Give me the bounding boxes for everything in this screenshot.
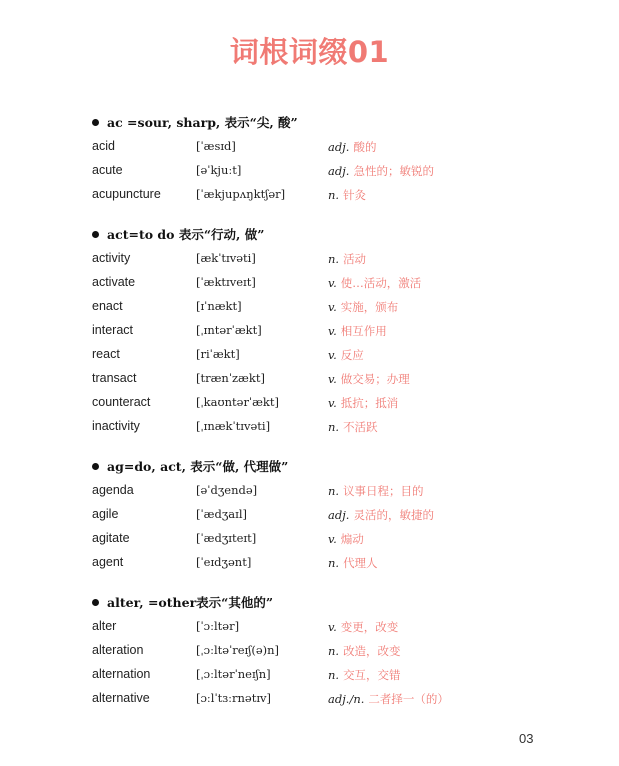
entry-meaning — [328, 619, 398, 635]
entry-meaning — [328, 419, 378, 435]
entry-meaning — [328, 691, 449, 707]
entry-meaning — [328, 323, 387, 339]
entry-word: acid — [92, 139, 115, 153]
section-heading — [92, 225, 264, 243]
entry-word: transact — [92, 371, 137, 385]
entry-pronunciation: [trænˈzækt] — [196, 371, 265, 385]
entry-meaning-text: 相互作用 — [340, 324, 387, 338]
word-entry-row — [0, 619, 619, 643]
word-entry-row — [0, 323, 619, 347]
entry-pronunciation: [ˌɪntərˈækt] — [196, 323, 262, 337]
entry-meaning — [328, 667, 401, 683]
entry-pronunciation: [ˈɔːltər] — [196, 619, 240, 633]
entry-part-of-speech: v. — [328, 396, 337, 410]
bullet-icon — [92, 231, 99, 238]
entry-word: enact — [92, 299, 123, 313]
entry-pronunciation: [ˈækjupʌŋktʃər] — [196, 187, 286, 201]
entry-meaning-text: 煽动 — [340, 532, 364, 546]
entry-part-of-speech: adj. — [328, 164, 350, 178]
word-entry-row — [0, 187, 619, 211]
entry-meaning-text: 使…活动，激活 — [340, 276, 422, 290]
entry-part-of-speech: v. — [328, 620, 337, 634]
entry-part-of-speech: v. — [328, 348, 337, 362]
word-entry-row — [0, 419, 619, 443]
word-entry-row — [0, 395, 619, 419]
section-heading — [92, 457, 288, 475]
section-heading-text: ac =sour, sharp, 表示“尖, 酸” — [107, 115, 298, 130]
entry-part-of-speech: n. — [328, 668, 340, 682]
page-title: 词根词缀01 — [229, 35, 390, 69]
entry-word: counteract — [92, 395, 151, 409]
entry-meaning-text: 做交易；办理 — [340, 372, 410, 386]
word-entry-row — [0, 251, 619, 275]
entry-meaning-text: 代理人 — [343, 556, 378, 570]
entry-pronunciation: [əˈkjuːt] — [196, 163, 242, 177]
word-entry-row — [0, 507, 619, 531]
entry-word: acute — [92, 163, 123, 177]
entry-word: react — [92, 347, 120, 361]
entry-word: agenda — [92, 483, 134, 497]
word-entry-row — [0, 275, 619, 299]
word-entry-row — [0, 299, 619, 323]
entry-pronunciation: [əˈdʒendə] — [196, 483, 258, 497]
entry-meaning — [328, 507, 434, 523]
entry-part-of-speech: v. — [328, 532, 337, 546]
entry-part-of-speech: n. — [328, 252, 340, 266]
entry-meaning — [328, 347, 364, 363]
word-entry-row — [0, 531, 619, 555]
entry-pronunciation: [ækˈtɪvəti] — [196, 251, 256, 265]
entry-meaning — [328, 275, 421, 291]
entry-pronunciation: [riˈækt] — [196, 347, 240, 361]
entry-part-of-speech: v. — [328, 276, 337, 290]
entry-word: alternation — [92, 667, 151, 681]
word-entry-row — [0, 139, 619, 163]
entry-part-of-speech: v. — [328, 372, 337, 386]
page-number: 03 — [519, 731, 534, 746]
word-entry-row — [0, 371, 619, 395]
word-entry-row — [0, 643, 619, 667]
word-entry-row — [0, 555, 619, 579]
entry-meaning — [328, 643, 401, 659]
entry-part-of-speech: adj./n. — [328, 692, 365, 706]
entry-pronunciation: [ˈædʒɪteɪt] — [196, 531, 257, 545]
entry-pronunciation: [ˈædʒaɪl] — [196, 507, 248, 521]
entry-pronunciation: [ˈæktɪveɪt] — [196, 275, 256, 289]
bullet-icon — [92, 599, 99, 606]
entry-pronunciation: [ˈeɪdʒənt] — [196, 555, 252, 569]
entry-meaning — [328, 299, 398, 315]
bullet-icon — [92, 463, 99, 470]
word-entry-row — [0, 347, 619, 371]
entry-meaning — [328, 371, 410, 387]
section-heading-text: ag=do, act, 表示“做, 代理做” — [107, 459, 289, 474]
entry-word: agitate — [92, 531, 130, 545]
entry-meaning-text: 活动 — [343, 252, 367, 266]
section-heading-text: alter, =other表示“其他的” — [107, 595, 274, 610]
entry-pronunciation: [ˌɔːltəˈreɪʃ(ə)n] — [196, 643, 280, 657]
entry-part-of-speech: v. — [328, 324, 337, 338]
entry-meaning-text: 实施，颁布 — [340, 300, 399, 314]
entry-word: alter — [92, 619, 117, 633]
entry-word: alteration — [92, 643, 144, 657]
entry-pronunciation: [ˌɔːltərˈneɪʃn] — [196, 667, 271, 681]
entry-part-of-speech: n. — [328, 420, 340, 434]
entry-meaning-text: 反应 — [340, 348, 364, 362]
section-heading — [92, 593, 273, 611]
word-entry-row — [0, 667, 619, 691]
entry-meaning-text: 交互，交错 — [343, 668, 401, 682]
word-entry-row — [0, 691, 619, 715]
entry-word: agent — [92, 555, 124, 569]
entry-pronunciation: [ˈæsɪd] — [196, 139, 236, 153]
entry-word: inactivity — [92, 419, 140, 433]
entry-meaning — [328, 555, 378, 571]
entry-meaning — [328, 531, 364, 547]
entry-meaning-text: 议事日程；目的 — [343, 484, 424, 498]
entry-word: activate — [92, 275, 136, 289]
entry-pronunciation: [ˌɪnækˈtɪvəti] — [196, 419, 271, 433]
entry-meaning-text: 灵活的，敏捷的 — [353, 508, 434, 522]
entry-meaning-text: 变更，改变 — [340, 620, 399, 634]
entry-meaning — [328, 163, 434, 179]
word-entry-row — [0, 163, 619, 187]
entry-pronunciation: [ɔːlˈtɜːrnətɪv] — [196, 691, 271, 705]
entry-meaning-text: 抵抗；抵消 — [340, 396, 399, 410]
entry-part-of-speech: n. — [328, 188, 340, 202]
entry-meaning — [328, 139, 376, 155]
entry-part-of-speech: n. — [328, 484, 340, 498]
entry-part-of-speech: adj. — [328, 140, 350, 154]
entry-part-of-speech: v. — [328, 300, 337, 314]
entry-word: alternative — [92, 691, 150, 705]
entry-meaning-text: 二者择一（的） — [368, 692, 449, 706]
section-heading — [92, 113, 298, 131]
section-heading-text: act=to do 表示“行动, 做” — [107, 227, 265, 242]
entry-meaning-text: 改造，改变 — [343, 644, 401, 658]
word-entry-row — [0, 483, 619, 507]
entry-meaning-text: 针灸 — [343, 188, 367, 202]
entry-meaning — [328, 187, 366, 203]
entry-meaning-text: 急性的；敏锐的 — [353, 164, 434, 178]
entry-meaning — [328, 395, 398, 411]
entry-part-of-speech: n. — [328, 644, 340, 658]
bullet-icon — [92, 119, 99, 126]
entry-meaning-text: 不活跃 — [343, 420, 378, 434]
entry-part-of-speech: adj. — [328, 508, 350, 522]
entry-word: agile — [92, 507, 119, 521]
entry-part-of-speech: n. — [328, 556, 340, 570]
entry-meaning-text: 酸的 — [353, 140, 377, 154]
entry-word: activity — [92, 251, 131, 265]
entry-meaning — [328, 251, 366, 267]
entry-word: interact — [92, 323, 133, 337]
entry-pronunciation: [ˌkaʊntərˈækt] — [196, 395, 279, 409]
entry-meaning — [328, 483, 424, 499]
entry-word: acupuncture — [92, 187, 161, 201]
entry-pronunciation: [ɪˈnækt] — [196, 299, 242, 313]
